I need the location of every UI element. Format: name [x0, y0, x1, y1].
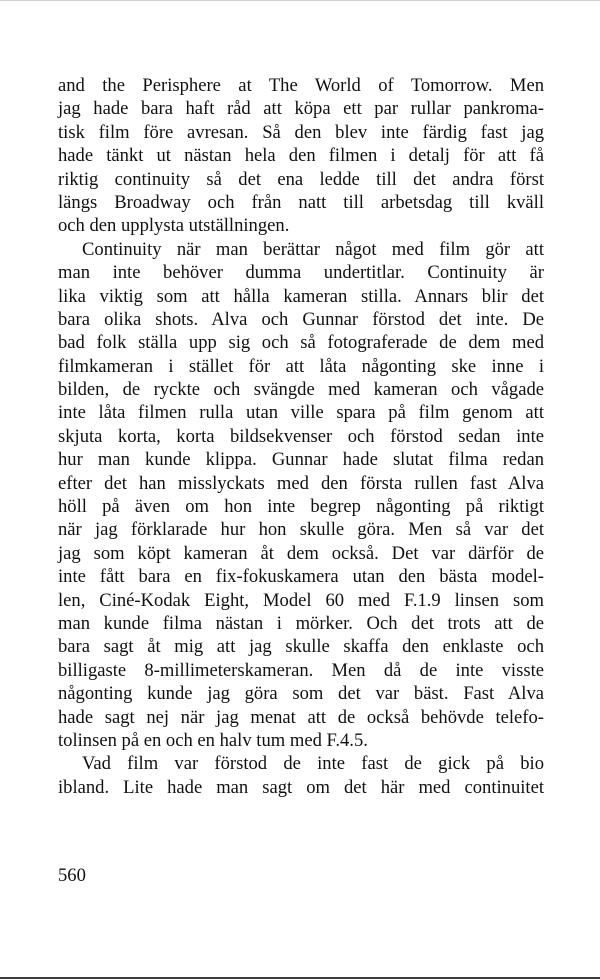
text-line: riktig continuity så det ena ledde till det andra först — [58, 168, 544, 190]
text-line: någonting kunde jag göra som det var bäst. Fast Alva — [58, 683, 544, 705]
text-line: längs Broadway och från natt till arbetsdag till kväll — [58, 191, 544, 213]
text-line: lika viktig som att hålla kameran stilla. Annars blir det — [58, 285, 544, 307]
body-text — [58, 74, 544, 799]
text-line: bilden, de ryckte och svängde med kameran och vågade — [58, 379, 544, 401]
bottom-edge-rule — [0, 977, 600, 979]
text-line: bara sagt åt mig att jag skulle skaffa den enklaste och — [58, 636, 544, 658]
text-line: bad folk ställa upp sig och så fotograferade de dem med — [58, 332, 544, 354]
top-edge-rule — [0, 0, 600, 1]
text-line: billigaste 8-millimeterskameran. Men då de inte visste — [58, 659, 544, 681]
text-line: and the Perisphere at The World of Tomorrow. Men — [58, 75, 544, 96]
text-line: bara olika shots. Alva och Gunnar förstod det inte. De — [58, 308, 544, 330]
text-line-paragraph-end: och den upplysta utställningen. — [58, 215, 290, 237]
text-line: jag som köpt kameran åt dem också. Det var därför de — [58, 542, 544, 564]
text-line: skjuta korta, korta bildsekvenser och förstod sedan inte — [58, 425, 544, 447]
text-line: när jag förklarade hur hon skulle göra. Men så var det — [58, 519, 544, 541]
text-line: inte låta filmen rulla utan ville spara på film genom att — [58, 402, 544, 424]
text-line: man inte behöver dumma undertitlar. Continuity är — [58, 262, 544, 284]
text-line: inte fått bara en fix-fokuskamera utan den bästa model- — [58, 566, 544, 588]
text-line-paragraph-start: Vad film var förstod de inte fast de gick på bio — [82, 753, 544, 775]
text-line-paragraph-start: Continuity när man berättar något med film gör att — [82, 238, 544, 260]
text-line: höll på även om hon inte begrep någonting på riktigt — [58, 496, 544, 518]
text-line: efter det han misslyckats med den första rullen fast Alva — [58, 472, 544, 494]
text-line: len, Ciné-Kodak Eight, Model 60 med F.1.9 linsen som — [58, 589, 544, 611]
text-line: hade sagt nej när jag menat att de också behövde telefo- — [58, 706, 544, 728]
text-line: man kunde filma nästan i mörker. Och det trots att de — [58, 612, 544, 634]
text-line: ibland. Lite hade man sagt om det här med continuitet — [58, 776, 544, 798]
text-line: hur man kunde klippa. Gunnar hade slutat filma redan — [58, 449, 544, 471]
text-line: jag hade bara haft råd att köpa ett par rullar pankroma- — [58, 98, 544, 120]
text-line: filmkameran i stället för att låta någonting ske inne i — [58, 355, 544, 377]
text-line-paragraph-end: tolinsen på en och en halv tum med F.4.5. — [58, 729, 368, 751]
page-number: 560 — [58, 865, 86, 886]
text-line: tisk film före avresan. Så den blev inte färdig fast jag — [58, 121, 544, 143]
text-line: hade tänkt ut nästan hela den filmen i detalj för att få — [58, 145, 544, 167]
